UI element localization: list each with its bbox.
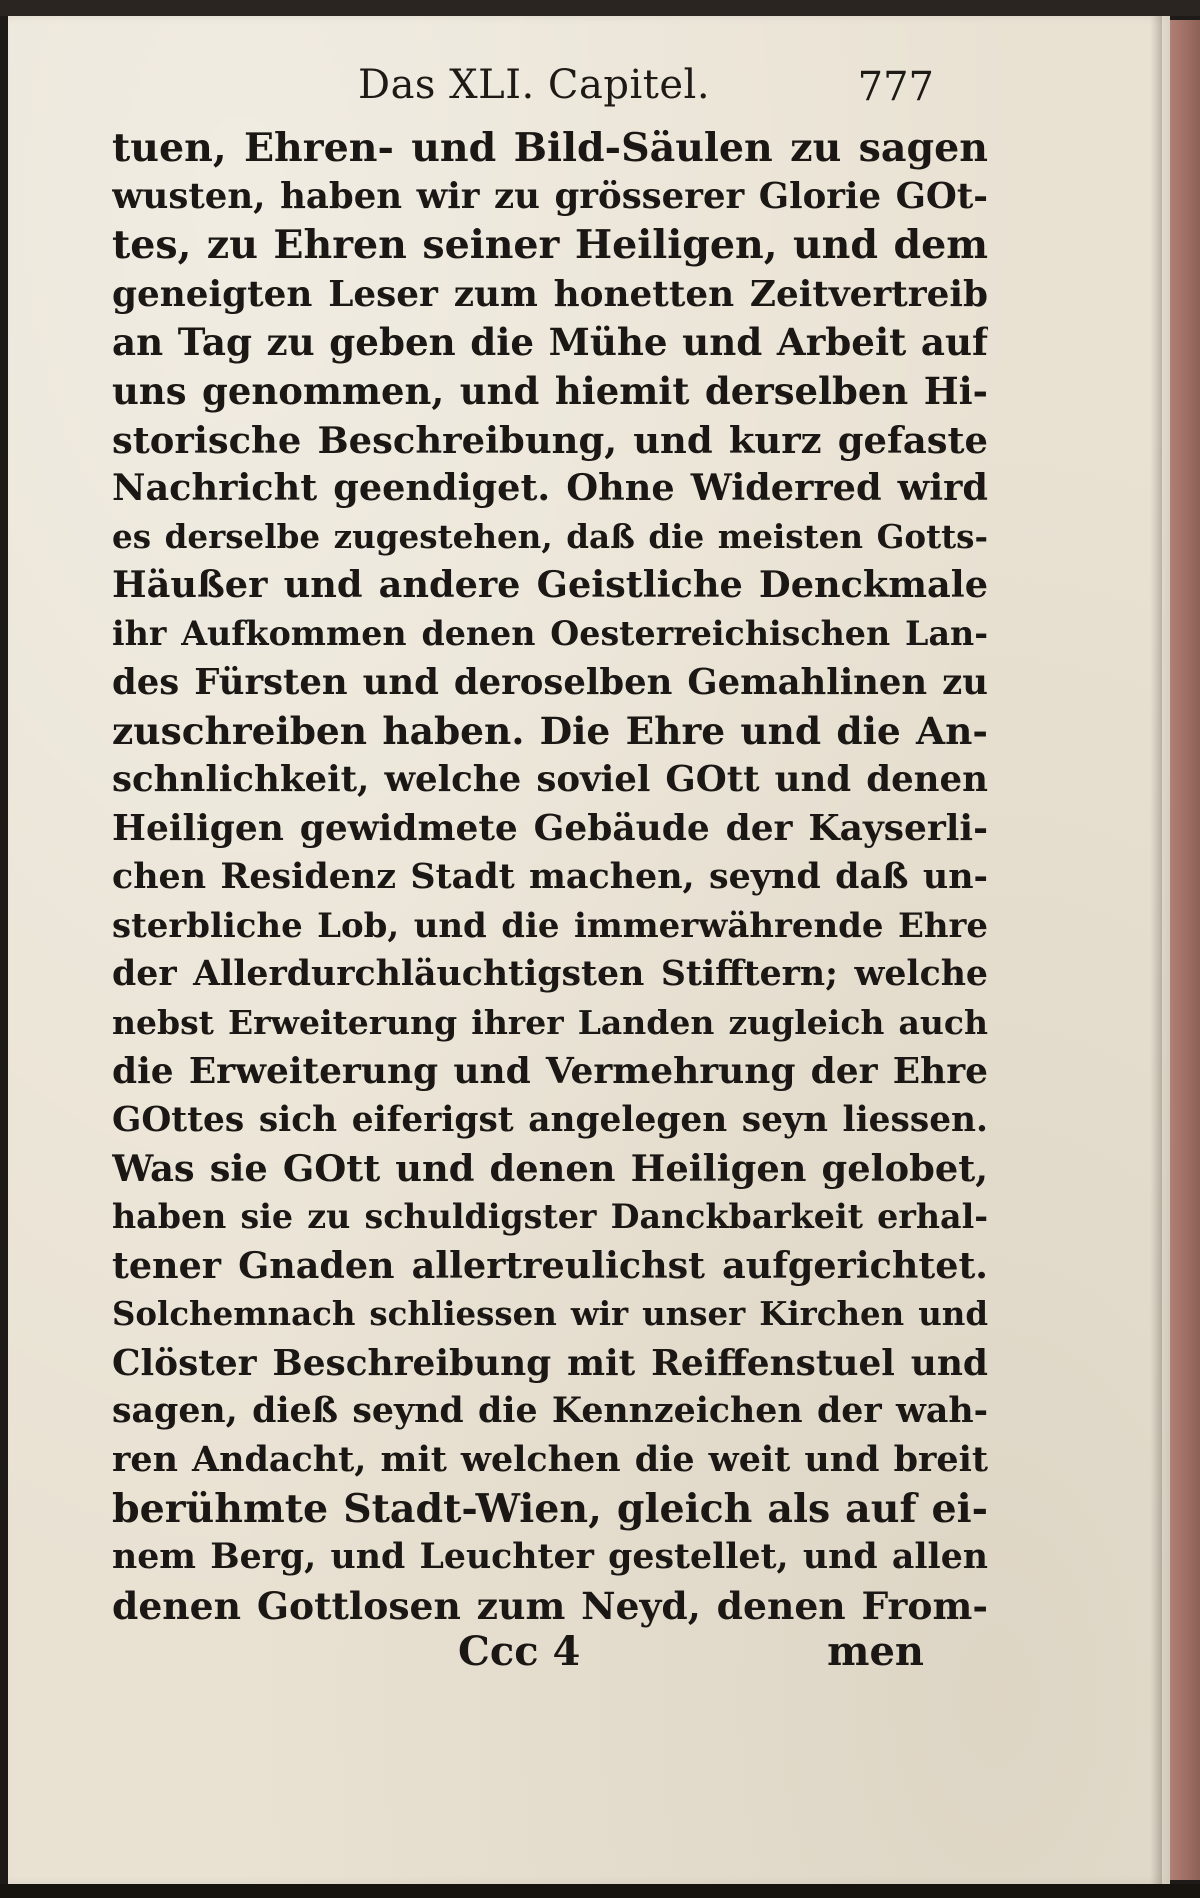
running-head: Das XLI. Capitel. xyxy=(358,62,711,108)
text-line: es derselbe zugestehen, daß die meisten Gotts- xyxy=(112,516,988,556)
page-header xyxy=(112,56,988,120)
text-line: berühmte Stadt-Wien, gleich als auf ei- xyxy=(112,1485,988,1532)
signature-mark: Ccc 4 xyxy=(458,1628,581,1675)
text-line: Clöster Beschreibung mit Reiffenstuel und xyxy=(112,1341,988,1384)
text-line: Solchemnach schliessen wir unser Kirchen und xyxy=(112,1295,988,1334)
text-line: tuen, Ehren- und Bild-Säulen zu sagen xyxy=(112,125,988,171)
text-line: nem Berg, und Leuchter gestellet, und allen xyxy=(112,1536,988,1578)
text-line: wusten, haben wir zu grösserer Glorie GOt- xyxy=(112,175,988,217)
text-line: tes, zu Ehren seiner Heiligen, und dem xyxy=(112,222,988,269)
page-number: 777 xyxy=(857,64,934,110)
text-line: GOttes sich eiferigst angelegen seyn liessen. xyxy=(112,1099,988,1140)
text-line: des Fürsten und deroselben Gemahlinen zu xyxy=(112,661,988,703)
text-line: zuschreiben haben. Die Ehre und die An- xyxy=(112,709,988,754)
text-line: chen Residenz Stadt machen, seynd daß un- xyxy=(112,855,988,897)
text-line: geneigten Leser zum honetten Zeitvertreib xyxy=(112,272,988,315)
text-line: Heiligen gewidmete Gebäude der Kayserli- xyxy=(112,807,988,850)
text-line: uns genommen, und hiemit derselben Hi- xyxy=(112,368,988,413)
text-line: schnlichkeit, welche soviel GOtt und denen xyxy=(112,758,988,800)
text-line: tener Gnaden allertreulichst aufgerichtet. xyxy=(112,1243,988,1287)
body-text xyxy=(112,124,988,1630)
text-line: denen Gottlosen zum Neyd, denen From- xyxy=(112,1583,988,1628)
page-footer xyxy=(112,1628,988,1684)
text-line: Was sie GOtt und denen Heiligen gelobet, xyxy=(112,1146,988,1191)
text-line: Nachricht geendiget. Ohne Widerred wird xyxy=(112,466,988,510)
text-line: sagen, dieß seynd die Kennzeichen der wah- xyxy=(112,1390,988,1432)
text-line: die Erweiterung und Vermehrung der Ehre xyxy=(112,1050,988,1093)
text-line: Häußer und andere Geistliche Denckmale xyxy=(112,563,988,607)
top-dark-margin xyxy=(0,0,1200,16)
catchword: men xyxy=(827,1628,924,1675)
page-edge-shadow xyxy=(1150,16,1162,1884)
text-line: nebst Erweiterung ihrer Landen zugleich auch xyxy=(112,1002,988,1042)
text-line: sterbliche Lob, und die immerwährende Ehre xyxy=(112,905,988,946)
text-line: ihr Aufkommen denen Oesterreichischen Lan- xyxy=(112,613,988,653)
text-line: ren Andacht, mit welchen die weit und breit xyxy=(112,1439,988,1481)
text-line: haben sie zu schuldigster Danckbarkeit erhal- xyxy=(112,1197,988,1237)
text-line: storische Beschreibung, und kurz gefaste xyxy=(112,417,988,462)
text-line: der Allerdurchläuchtigsten Stifftern; welche xyxy=(112,953,988,995)
text-line: an Tag zu geben die Mühe und Arbeit auf xyxy=(112,320,988,365)
bottom-dark-margin xyxy=(0,1884,1200,1898)
